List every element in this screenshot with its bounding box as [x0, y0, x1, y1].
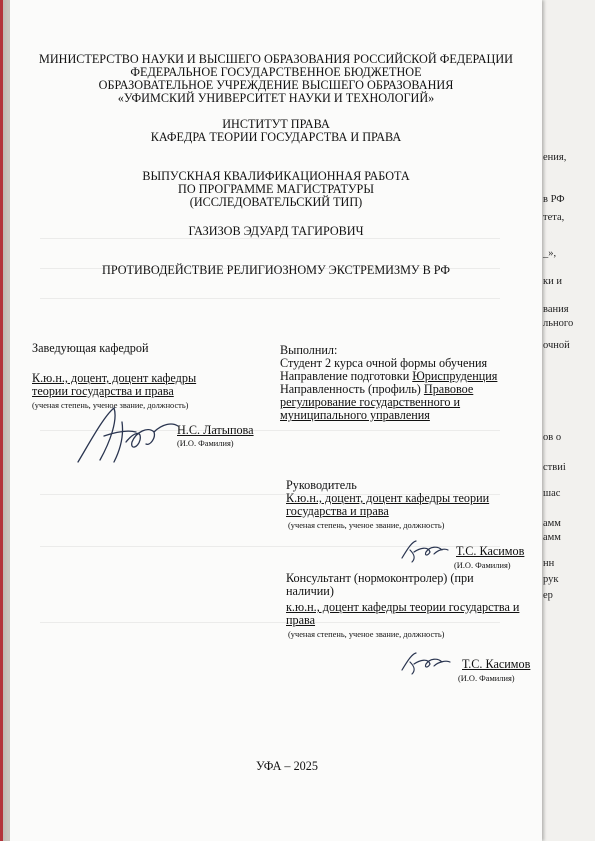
underlying-page [536, 0, 595, 841]
university-name: «УФИМСКИЙ УНИВЕРСИТЕТ НАУКИ И ТЕХНОЛОГИЙ» [117, 91, 435, 105]
back-text-fragment: льного [543, 318, 574, 329]
back-text-fragment: ов о [543, 432, 562, 443]
head-position-caption: (ученая степень, ученое звание, должность) [32, 401, 189, 410]
profile-value: муниципального управления [280, 408, 430, 422]
back-text-fragment: рук [543, 574, 559, 585]
head-name-caption: (И.О. Фамилия) [177, 439, 234, 448]
consultant-position: права [286, 613, 316, 627]
institute-name: ИНСТИТУТ ПРАВА [222, 117, 330, 131]
back-text-fragment: амм [543, 532, 561, 543]
author-name: ГАЗИЗОВ ЭДУАРД ТАГИРОВИЧ [188, 224, 364, 238]
institution-type-line: ОБРАЗОВАТЕЛЬНОЕ УЧРЕЖДЕНИЕ ВЫСШЕГО ОБРАЗОВАНИЯ [98, 78, 454, 92]
back-text-fragment: ер [543, 590, 553, 601]
consultant-position: к.ю.н., доцент кафедры теории государства и [286, 600, 520, 614]
head-of-department-label: Заведующая кафедрой [32, 341, 149, 355]
head-position: теории государства и права [32, 384, 174, 398]
show-through-line [40, 298, 500, 299]
profile-label: Направленность (профиль) [280, 382, 424, 396]
back-text-fragment: тета, [543, 212, 565, 223]
work-type-line: ПО ПРОГРАММЕ МАГИСТРАТУРЫ [178, 182, 374, 196]
consultant-name: Т.С. Касимов [462, 657, 531, 671]
supervisor-signature [398, 538, 450, 564]
title-page [10, 0, 542, 841]
profile-value: Правовое [423, 382, 474, 396]
show-through-line [40, 622, 500, 623]
supervisor-label: Руководитель [286, 478, 357, 492]
back-text-fragment: ки и [543, 276, 562, 287]
student-info: Студент 2 курса очной формы обучения [280, 356, 488, 370]
back-text-fragment: ения, [543, 152, 567, 163]
supervisor-position-caption: (ученая степень, ученое звание, должность) [288, 521, 445, 530]
direction-value: Юриспруденция [412, 369, 498, 383]
institution-type-line: ФЕДЕРАЛЬНОЕ ГОСУДАРСТВЕННОЕ БЮДЖЕТНОЕ [130, 65, 422, 79]
back-text-fragment: _», [543, 248, 557, 259]
supervisor-position: государства и права [286, 504, 389, 518]
back-text-fragment: очной [543, 340, 570, 351]
supervisor-name-caption: (И.О. Фамилия) [454, 561, 511, 570]
ministry-line: МИНИСТЕРСТВО НАУКИ И ВЫСШЕГО ОБРАЗОВАНИЯ РОССИЙСКОЙ ФЕДЕРАЦИИ [39, 52, 513, 66]
consultant-label: Консультант (нормоконтролер) (при [286, 571, 474, 585]
binding-edge [0, 0, 3, 841]
consultant-signature [398, 650, 452, 676]
consultant-label: наличии) [286, 584, 334, 598]
head-signature [70, 402, 182, 468]
consultant-name-caption: (И.О. Фамилия) [458, 674, 515, 683]
performed-label: Выполнил: [280, 343, 338, 357]
back-text-fragment: вания [543, 304, 569, 315]
back-text-fragment: нн [543, 558, 555, 569]
supervisor-position: К.ю.н., доцент, доцент кафедры теории [286, 491, 490, 505]
work-type-line: ВЫПУСКНАЯ КВАЛИФИКАЦИОННАЯ РАБОТА [142, 169, 410, 183]
work-type-line: (ИССЛЕДОВАТЕЛЬСКИЙ ТИП) [189, 195, 363, 209]
show-through-line [40, 238, 500, 239]
back-text-fragment: в РФ [543, 194, 565, 205]
profile-value: регулирование государственного и [280, 395, 461, 409]
head-position: К.ю.н., доцент, доцент кафедры [32, 371, 197, 385]
direction-label: Направление подготовки [280, 369, 413, 383]
supervisor-name: Т.С. Касимов [456, 544, 525, 558]
back-text-fragment: амм [543, 518, 561, 529]
back-text-fragment: шас [543, 488, 561, 499]
back-text-fragment: ствиі [543, 462, 566, 473]
city-year: УФА – 2025 [256, 759, 318, 773]
consultant-position-caption: (ученая степень, ученое звание, должность) [288, 630, 445, 639]
thesis-title: ПРОТИВОДЕЙСТВИЕ РЕЛИГИОЗНОМУ ЭКСТРЕМИЗМУ В РФ [102, 263, 450, 277]
department-name: КАФЕДРА ТЕОРИИ ГОСУДАРСТВА И ПРАВА [150, 130, 402, 144]
head-name: Н.С. Латыпова [177, 423, 254, 437]
